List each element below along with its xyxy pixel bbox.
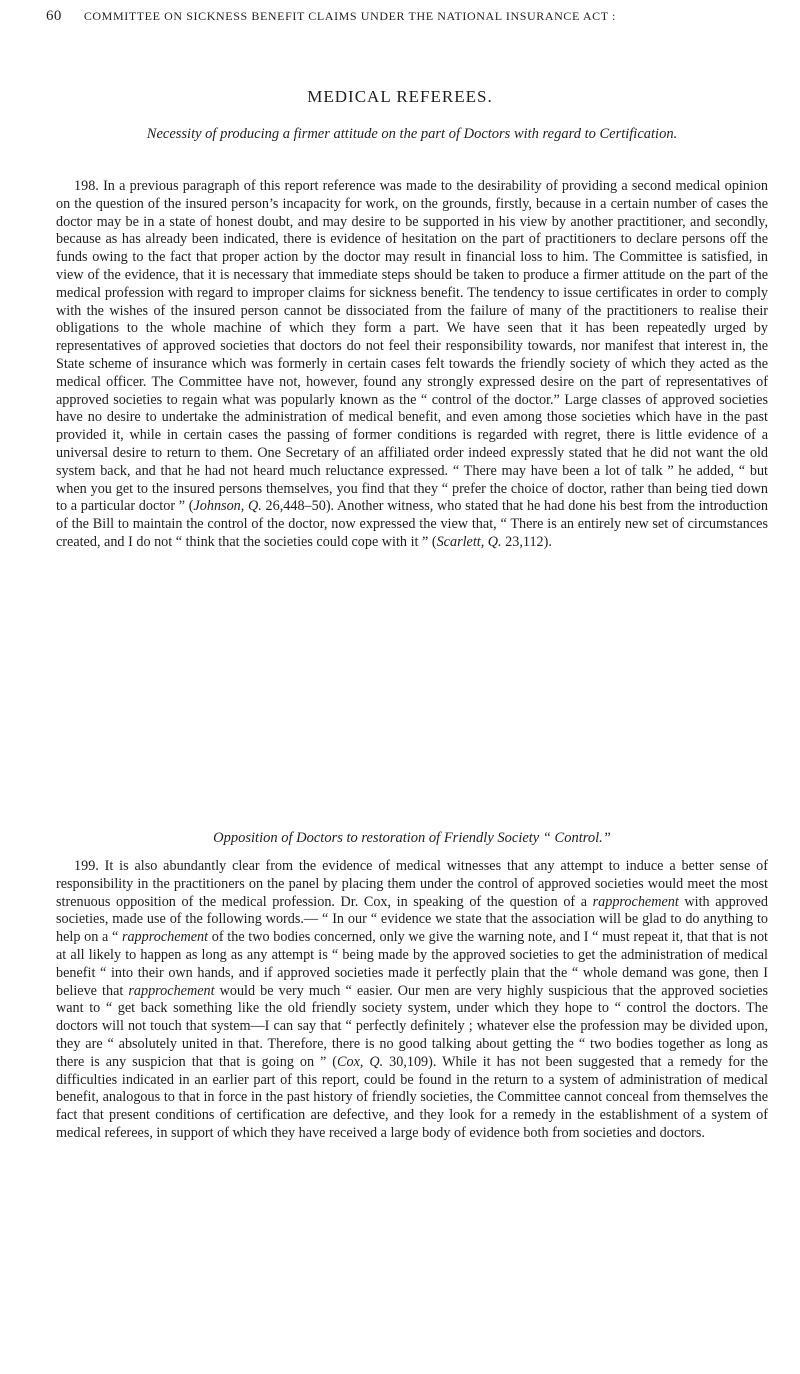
running-header [46,8,768,32]
citation: Johnson, Q. [193,498,262,515]
paragraph-text: It is also abundantly clear from the evidence of medical witnesses that any attempt to induce a better sense of responsibility in the practitioners on the panel by placing them under the control of approved societies would meet the most strenuous opposition of the medical profession. Dr. Cox, in speaking of the question of a [56,858,768,910]
paragraph-text: with approved societies, made use of the following words.— “ In our “ evidence we state that the association will be glad to do anything to help on a “ [56,893,768,946]
paragraph-text: would be very much “ easier. Our men are very highly suspicious that the approved societies want to “ get back something like the old friendly society system, under which they hope to “ control the doctors. The doctors will not touch that system—I can say that “ perfectly definitely ; whatever else the profession may be divided upon, they are “ absolutely united in that. Therefore, there is no good talking about getting the “ two bodies together as long as there is any suspicion that that is going on ” ( [56,982,768,1070]
paragraph-198 [56,178,768,552]
emphasis-term: rapprochement [592,893,679,910]
running-title: COMMITTEE ON SICKNESS BENEFIT CLAIMS UNDER THE NATIONAL INSURANCE ACT : [83,9,616,23]
paragraph-text: 30,109). While it has not been suggested that a remedy for the difficulties indicated in an earlier part of this report, could be found in the return to a system of administration of medical benefit, analogous to that in force in the past history of friendly societies, the Committee cannot conceal from themselves the fact that present conditions of certification are defective, and they look for a remedy in the establishment of a system of medical referees, in support of which they have received a large body of evidence both from societies and doctors. [56,1053,768,1141]
subheading-opposition: Opposition of Doctors to restoration of Friendly Society “ Control.” [213,830,611,846]
page-number: 60 [46,8,62,24]
section-heading: MEDICAL REFEREES. [307,87,493,106]
citation: Cox, Q. [337,1053,384,1070]
citation: Scarlett, Q. [436,533,502,550]
paragraph-number: 198. [74,178,99,194]
paragraph-199 [56,858,768,1143]
paragraph-text: In a previous paragraph of this report reference was made to the desirability of providing a second medical opinion on the question of the insured person’s incapacity for work, on the grounds, firstly, because in a certain number of cases the doctor may be in a state of honest doubt, and may desire to be supported in his view by another practitioner, and secondly, because as has already been indicated, there is evidence of hesitation on the part of practitioners to declare persons off the funds owing to the fact that proper action by the doctor may result in financial loss to him. The Committee is satisfied, in view of the evidence, that it is necessary that immediate steps should be taken to produce a firmer attitude on the part of the medical profession with regard to improper claims for sickness benefit. The tendency to issue certificates in order to comply with the wishes of the insured person cannot be dissociated from the failure of many of the practitioners to realise their obligations to the whole machine of which they form a part. We have seen that it has been repeatedly urged by representatives of approved societies that doctors do not feel their responsibility towards, nor manifest that interest in, the State scheme of insurance which was formerly in certain cases felt towards the friendly society of which they acted as the medical officer. The Committee have not, however, found any strongly expressed desire on the part of representatives of approved societies to regain what was popularly known as the “ control of the doctor.” Large classes of approved societies have no desire to undertake the administration of medical benefit, and even among those societies which have in the past provided it, while in certain cases the passing of former conditions is regarded with regret, there is little evidence of a universal desire to return to them. One Secretary of an affiliated order indeed expressly stated that he did not want the old system back, and that he had not heard much reluctance expressed. “ There may have been a lot of talk ” he added, “ but when you get to the insured persons themselves, you find that they “ prefer the choice of doctor, rather than being tied down to a particular doctor ” ( [56,178,769,515]
subheading-certification: Necessity of producing a firmer attitude on the part of Doctors with regard to Certification. [146,126,678,142]
paragraph-text: 23,112). [501,533,552,550]
emphasis-term: rapprochement [121,929,209,946]
paragraph-text: of the two bodies concerned, only we give the warning note, and I “ must repeat it, that that is not at all likely to happen as long as any attempt is “ being made by the approved societies to get the administration of medical benefit “ into their own hands, and if approved societies made it perfectly plain that the “ whole demand was gone, then I believe that [56,929,768,999]
emphasis-term: rapprochement [128,982,215,999]
paragraph-number: 199. [74,858,99,874]
paragraph-text: 26,448–50). Another witness, who stated that he had done his best from the introduction of the Bill to maintain the control of the doctor, now expressed the view that, “ There is an entirely new set of circumstances created, and I do not “ think that the societies could cope with it ” ( [56,498,769,550]
